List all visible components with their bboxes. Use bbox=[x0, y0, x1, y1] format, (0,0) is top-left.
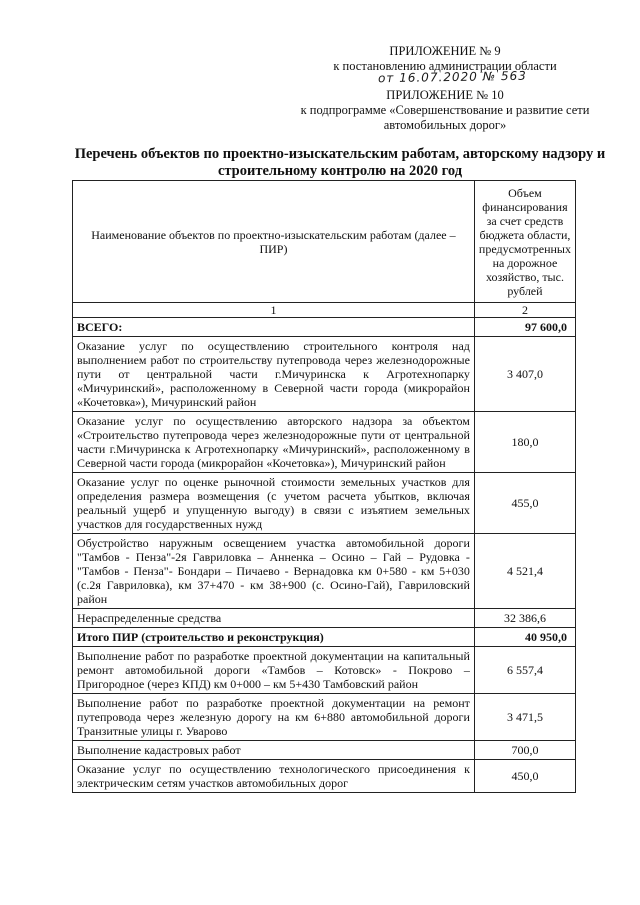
row-value: 97 600,0 bbox=[474, 318, 575, 337]
objects-table bbox=[72, 180, 576, 793]
row-value: 4 521,4 bbox=[474, 534, 575, 609]
table-row bbox=[73, 412, 576, 473]
row-value: 450,0 bbox=[474, 760, 575, 793]
table-row bbox=[73, 760, 576, 793]
row-value: 180,0 bbox=[474, 412, 575, 473]
row-value: 40 950,0 bbox=[474, 628, 575, 647]
table-row bbox=[73, 628, 576, 647]
row-name: Нераспределенные средства bbox=[73, 609, 475, 628]
annex-10-title: ПРИЛОЖЕНИЕ № 10 bbox=[386, 88, 504, 102]
row-name: Оказание услуг по осуществлению строительного контроля над выполнением работ по строительству путепровода через железнодорожные пути от центральной части г.Мичуринска к Агротехнопарку «Мичуринский», расположенному в Северной части города (микрорайон «Кочетовка»), Мичуринский район bbox=[73, 337, 475, 412]
row-value: 455,0 bbox=[474, 473, 575, 534]
row-name: Оказание услуг по осуществлению авторского надзора за объектом «Строительство путепровода через железнодорожные пути от центральной части г.Мичуринска к Агротехнопарку «Мичуринский», расположенному в Северной части города (микрорайон «Кочетовка»), Мичуринский район bbox=[73, 412, 475, 473]
row-name: Обустройство наружным освещением участка автомобильной дороги "Тамбов - Пенза"-2я Гавриловка – Анненка – Осино – Гай – Рудовка - "Тамбов - Пенза"- Бондари – Пичаево - Вернадовка км 0+580 - км 5+030 (с.2я Гавриловка), км 37+470 - км 38+900 (с. Осино-Гай), Гавриловский район bbox=[73, 534, 475, 609]
column-number-row bbox=[73, 303, 576, 318]
annex-9-subtitle: к постановлению администрации области bbox=[333, 59, 557, 73]
table-row bbox=[73, 647, 576, 694]
column-number-2: 2 bbox=[474, 303, 575, 318]
row-name: Оказание услуг по оценке рыночной стоимости земельных участков для определения размера возмещения (с учетом расчета убытков, включая реальный ущерб и упущенную выгоду) в связи с изъятием земельных участков для государственных нужд bbox=[73, 473, 475, 534]
row-value: 6 557,4 bbox=[474, 647, 575, 694]
row-name: Оказание услуг по осуществлению технологического присоединения к электрическим сетям участков автомобильных дорог bbox=[73, 760, 475, 793]
row-value: 32 386,6 bbox=[474, 609, 575, 628]
table-row bbox=[73, 534, 576, 609]
table-row bbox=[73, 337, 576, 412]
table-row bbox=[73, 609, 576, 628]
row-name: Выполнение работ по разработке проектной документации на капитальный ремонт автомобильной дороги «Тамбов – Котовск» - Покрово – Пригородное (через КПД) км 0+000 – км 5+430 Тамбовский район bbox=[73, 647, 475, 694]
row-value: 3 471,5 bbox=[474, 694, 575, 741]
row-name: Итого ПИР (строительство и реконструкция) bbox=[73, 628, 475, 647]
row-value: 3 407,0 bbox=[474, 337, 575, 412]
row-value: 700,0 bbox=[474, 741, 575, 760]
annex-9-title: ПРИЛОЖЕНИЕ № 9 bbox=[389, 44, 501, 58]
row-name: Выполнение работ по разработке проектной документации на ремонт путепровода через железную дорогу на км 6+880 автомобильной дороги Транзитные улицы г. Уварово bbox=[73, 694, 475, 741]
table-row bbox=[73, 741, 576, 760]
row-name: ВСЕГО: bbox=[73, 318, 475, 337]
table-header-row bbox=[73, 181, 576, 303]
handwritten-date-number: от 16.07.2020 № 563 bbox=[377, 68, 527, 86]
column-header-funding: Объем финансирования за счет средств бюджета области, предусмотренных на дорожное хозяйство, тыс. рублей bbox=[474, 181, 575, 303]
table-row bbox=[73, 473, 576, 534]
document-title: Перечень объектов по проектно-изыскательским работам, авторскому надзору и строительному контролю на 2020 год bbox=[74, 146, 606, 179]
table-row bbox=[73, 318, 576, 337]
row-name: Выполнение кадастровых работ bbox=[73, 741, 475, 760]
column-header-name: Наименование объектов по проектно-изыскательским работам (далее – ПИР) bbox=[73, 181, 475, 303]
table-row bbox=[73, 694, 576, 741]
annex-10-header bbox=[300, 88, 590, 133]
table-body bbox=[73, 318, 576, 793]
annex-10-subtitle: к подпрограмме «Совершенствование и развитие сети автомобильных дорог» bbox=[300, 103, 590, 132]
column-number-1: 1 bbox=[73, 303, 475, 318]
